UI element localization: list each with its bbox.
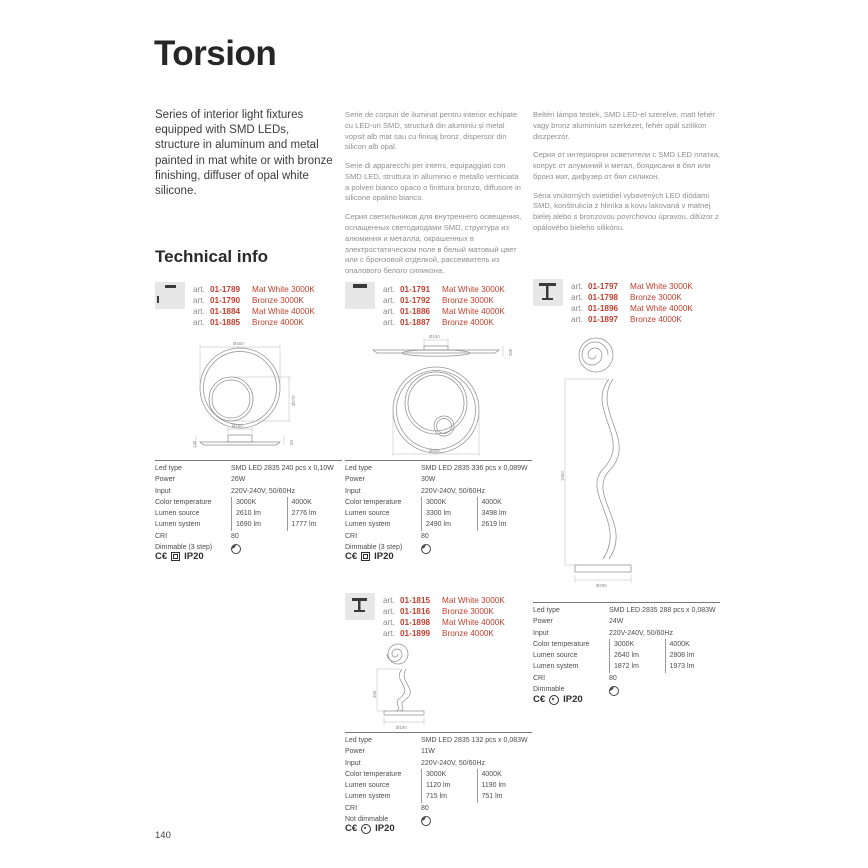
spec-label: Led type xyxy=(345,737,372,744)
spec-value: 4000K xyxy=(477,769,533,780)
art-code: 01-1884 xyxy=(210,307,241,316)
spec-label: Led type xyxy=(345,465,372,472)
spec-value: 3000K xyxy=(421,769,477,780)
certification-marks xyxy=(345,823,395,834)
article-row xyxy=(383,617,505,628)
spec-label: Input xyxy=(345,487,361,495)
description-en: Series of interior light fixtures equipped with SMD LEDs, structure in aluminum and metal painted in mat white or with bronze finishing, diffuser of opal white silicone. xyxy=(155,109,333,197)
article-row xyxy=(193,317,315,328)
spec-row xyxy=(533,650,720,661)
spec-label: Lumen system xyxy=(345,793,391,801)
dimmer-icon xyxy=(421,544,431,554)
spec-row xyxy=(533,673,720,684)
spec-value: 1690 lm xyxy=(231,519,287,530)
spec-value: 715 lm xyxy=(421,791,477,802)
spec-value: 220V-240V, 50/60Hz xyxy=(421,487,485,495)
spec-label: Color temperature xyxy=(155,498,212,506)
spec-row xyxy=(533,616,720,627)
art-finish: Mat White 4000K xyxy=(252,307,315,316)
certification-marks xyxy=(155,551,204,562)
dim-inner-diameter: Ø270 xyxy=(291,395,296,406)
article-row xyxy=(193,284,315,295)
spec-value: 1872 lm xyxy=(609,661,665,672)
art-prefix: art. xyxy=(193,285,205,294)
spec-table xyxy=(533,602,720,696)
art-prefix: art. xyxy=(193,307,205,316)
art-code: 01-1792 xyxy=(400,296,431,305)
art-prefix: art. xyxy=(193,318,205,327)
spec-value: 2619 lm xyxy=(477,519,533,530)
dim-outer-diameter: Ø400 xyxy=(233,341,244,346)
art-finish: Bronze 4000K xyxy=(442,318,494,327)
article-row xyxy=(193,306,315,317)
art-prefix: art. xyxy=(383,596,395,605)
spec-row xyxy=(345,519,532,530)
dim-height: 1500 xyxy=(560,471,565,481)
floor-lamp-thumb-icon xyxy=(533,279,563,306)
spec-value: 1190 lm xyxy=(477,780,533,791)
spec-table xyxy=(155,460,342,554)
ip-rating: IP20 xyxy=(374,551,394,562)
spec-value: 3000K xyxy=(231,497,287,508)
spec-label: Color temperature xyxy=(345,498,402,506)
art-prefix: art. xyxy=(193,296,205,305)
spec-value: 26W xyxy=(231,476,246,484)
spec-row xyxy=(345,486,532,497)
art-prefix: art. xyxy=(383,318,395,327)
spec-row xyxy=(155,508,342,519)
spec-value: 2640 lm xyxy=(609,650,665,661)
product-photo-floor xyxy=(533,279,563,306)
spec-value: SMD LED 2835 240 pcs x 0,10W xyxy=(231,465,334,472)
spec-row xyxy=(155,497,342,508)
spec-value: 751 lm xyxy=(477,791,533,802)
dim-canopy-diameter: Ø150 xyxy=(429,334,440,339)
spec-row xyxy=(345,791,532,802)
art-code: 01-1897 xyxy=(588,315,619,324)
spec-value: SMD LED 2835 336 pcs x 0,089W xyxy=(421,465,528,472)
dim-base-diameter: Ø290 xyxy=(596,583,607,588)
spec-row xyxy=(155,531,342,542)
table-lamp-thumb-icon xyxy=(345,593,375,620)
art-prefix: art. xyxy=(383,307,395,316)
art-code: 01-1887 xyxy=(400,318,431,327)
description-ro: Serie de corpuri de iluminat pentru interior echipate cu LED-uri SMD, structură din aluminiu și metal vopsit alb mat sau cu finisaj bronz, dispersor din silicon alb opal. xyxy=(345,110,518,152)
technical-drawing-table xyxy=(352,641,472,736)
spec-value: 4000K xyxy=(477,497,533,508)
article-row xyxy=(383,628,505,639)
spec-label: Color temperature xyxy=(345,770,402,778)
dim-side-height: 55 xyxy=(289,440,294,445)
spec-row xyxy=(345,803,532,814)
art-prefix: art. xyxy=(383,629,395,638)
art-prefix: art. xyxy=(571,293,583,302)
spec-label: Not dimmable xyxy=(345,816,389,824)
art-code: 01-1797 xyxy=(588,282,619,291)
art-code: 01-1791 xyxy=(400,285,431,294)
spec-label: Input xyxy=(533,629,549,637)
spec-label: Input xyxy=(155,487,171,495)
art-code: 01-1816 xyxy=(400,607,431,616)
spec-row xyxy=(155,486,342,497)
article-row xyxy=(383,595,505,606)
spec-label: CRI xyxy=(155,532,168,540)
art-finish: Mat White 4000K xyxy=(630,304,693,313)
spec-label: Lumen source xyxy=(345,510,390,518)
ring-lamp-thumb-icon xyxy=(155,282,185,309)
spec-value: SMD LED 2835 288 pcs x 0,083W xyxy=(609,607,716,614)
art-finish: Mat White 4000K xyxy=(442,307,505,316)
article-list xyxy=(383,595,505,639)
art-prefix: art. xyxy=(571,304,583,313)
dimmer-icon xyxy=(421,816,431,826)
art-finish: Bronze 3000K xyxy=(252,296,304,305)
spec-value: 3000K xyxy=(421,497,477,508)
art-prefix: art. xyxy=(571,315,583,324)
spec-value: 1777 lm xyxy=(287,519,343,530)
description-column-3 xyxy=(533,110,723,242)
art-prefix: art. xyxy=(383,296,395,305)
ce-mark: C€ xyxy=(345,551,358,562)
spec-value: 1120 lm xyxy=(421,780,477,791)
spec-value: 2610 lm xyxy=(231,508,287,519)
certification-marks xyxy=(533,694,583,705)
spec-label: Power xyxy=(155,476,175,484)
f-mark-icon xyxy=(361,824,371,834)
spec-label: Lumen system xyxy=(345,521,391,529)
product-photo-ring-small xyxy=(155,282,185,309)
spec-label: Color temperature xyxy=(533,640,590,648)
ring-lamp-thumb-icon xyxy=(345,282,375,309)
class-ii-icon xyxy=(171,552,180,561)
article-row xyxy=(571,303,693,314)
article-row xyxy=(383,606,505,617)
art-prefix: art. xyxy=(383,285,395,294)
art-finish: Bronze 3000K xyxy=(630,293,682,302)
spec-row xyxy=(345,463,532,474)
technical-drawing-floor xyxy=(543,333,653,596)
art-finish: Mat White 3000K xyxy=(630,282,693,291)
spec-value: 2490 lm xyxy=(421,519,477,530)
spec-label: Lumen system xyxy=(533,663,579,671)
ip-rating: IP20 xyxy=(563,694,583,705)
description-column-2 xyxy=(345,110,523,285)
spec-label: Dimmable xyxy=(533,686,565,694)
dim-side-height: 200 xyxy=(508,348,513,356)
dim-base-diameter: Ø190 xyxy=(396,725,407,730)
art-finish: Mat White 4000K xyxy=(442,618,505,627)
spec-value: 24W xyxy=(609,618,624,626)
spec-label: CRI xyxy=(533,674,546,682)
art-prefix: art. xyxy=(571,282,583,291)
spec-label: Lumen source xyxy=(533,652,578,660)
dim-side-depth: 140 xyxy=(192,440,197,448)
art-code: 01-1815 xyxy=(400,596,431,605)
spec-label: Dimmable (3 step) xyxy=(345,544,403,552)
spec-row xyxy=(345,531,532,542)
ce-mark: C€ xyxy=(345,823,358,834)
spec-value: 2808 lm xyxy=(665,650,721,661)
art-finish: Bronze 3000K xyxy=(442,607,494,616)
spec-value: 80 xyxy=(231,532,239,540)
product-photo-table xyxy=(345,593,375,620)
technical-drawing-ring-large xyxy=(345,334,530,465)
spec-row xyxy=(155,463,342,474)
art-prefix: art. xyxy=(383,607,395,616)
spec-row xyxy=(345,508,532,519)
spec-label: CRI xyxy=(345,532,358,540)
art-finish: Mat White 3000K xyxy=(442,596,505,605)
dim-canopy-diameter: Ø150 xyxy=(232,423,243,428)
spec-value: 80 xyxy=(421,804,429,812)
description-hu: Beltéri lámpa testek, SMD LED-el szerelve, matt fehér vagy bronz aluminium szerkezet, fehér opál szilikon diszperzór. xyxy=(533,110,715,141)
article-row xyxy=(571,292,693,303)
spec-table xyxy=(345,732,532,826)
spec-row xyxy=(533,605,720,616)
spec-label: Dimmable (3 step) xyxy=(155,544,213,552)
spec-label: Power xyxy=(533,618,553,626)
page-title: Torsion xyxy=(154,34,277,73)
spec-row xyxy=(155,519,342,530)
description-it: Serie di apparecchi per interni, equipaggiati con SMD LED, struttura in alluminio e metallo verniciata a polveri bianco opaco o finittura bronzo, diffusore in silicone opalino bianco. xyxy=(345,161,521,203)
spec-value: 220V-240V, 50/60Hz xyxy=(609,629,673,637)
spec-row xyxy=(155,474,342,485)
f-mark-icon xyxy=(549,695,559,705)
certification-marks xyxy=(345,551,394,562)
art-code: 01-1798 xyxy=(588,293,619,302)
article-list xyxy=(383,284,505,328)
art-finish: Mat White 3000K xyxy=(442,285,505,294)
dim-height: 365 xyxy=(372,690,377,698)
art-finish: Bronze 3000K xyxy=(442,296,494,305)
art-code: 01-1885 xyxy=(210,318,241,327)
spec-label: Power xyxy=(345,476,365,484)
spec-value: 4000K xyxy=(287,497,343,508)
spec-label: Led type xyxy=(155,465,182,472)
spec-row xyxy=(533,639,720,650)
ce-mark: C€ xyxy=(533,694,546,705)
dim-outer-diameter: Ø500 xyxy=(429,448,440,453)
spec-row xyxy=(345,780,532,791)
article-row xyxy=(193,295,315,306)
product-photo-ring-large xyxy=(345,282,375,309)
article-row xyxy=(571,281,693,292)
spec-value: 3300 lm xyxy=(421,508,477,519)
art-finish: Bronze 4000K xyxy=(252,318,304,327)
spec-row xyxy=(345,769,532,780)
article-row xyxy=(383,306,505,317)
ip-rating: IP20 xyxy=(375,823,395,834)
article-list xyxy=(571,281,693,325)
spec-label: Lumen system xyxy=(155,521,201,529)
article-row xyxy=(383,284,505,295)
art-code: 01-1896 xyxy=(588,304,619,313)
spec-value: 2776 lm xyxy=(287,508,343,519)
art-finish: Mat White 3000K xyxy=(252,285,315,294)
article-row xyxy=(383,295,505,306)
art-finish: Bronze 4000K xyxy=(630,315,682,324)
spec-label: CRI xyxy=(345,804,358,812)
spec-value: 30W xyxy=(421,476,436,484)
spec-value: 4000K xyxy=(665,639,721,650)
spec-value: 3498 lm xyxy=(477,508,533,519)
art-code: 01-1789 xyxy=(210,285,241,294)
spec-row xyxy=(345,746,532,757)
spec-value: 11W xyxy=(421,748,435,756)
dimmer-icon xyxy=(231,544,241,554)
article-list xyxy=(193,284,315,328)
ce-mark: C€ xyxy=(155,551,168,562)
technical-drawing-ring-small xyxy=(158,338,326,461)
spec-label: Input xyxy=(345,759,361,767)
spec-value: 80 xyxy=(421,532,429,540)
spec-label: Led type xyxy=(533,607,560,614)
spec-row xyxy=(345,758,532,769)
spec-table xyxy=(345,460,532,554)
technical-info-heading: Technical info xyxy=(155,247,269,266)
ip-rating: IP20 xyxy=(184,551,204,562)
spec-row xyxy=(533,661,720,672)
description-ru: Серия светильников для внутреннего освещения, оснащенных светодиодами SMD, структура из алюминия и металла, окрашенных в электростатическом поле в белый матовый цвет или с бронзовой отделкой, рассеиватель из опалового белого силикона. xyxy=(345,212,522,276)
class-ii-icon xyxy=(361,552,370,561)
page-number: 140 xyxy=(155,830,171,841)
spec-value: 1973 lm xyxy=(665,661,721,672)
spec-label: Lumen source xyxy=(155,510,200,518)
spec-value: 3000K xyxy=(609,639,665,650)
dimmer-icon xyxy=(609,686,619,696)
spec-value: SMD LED 2835 132 pcs x 0,083W xyxy=(421,737,528,744)
art-prefix: art. xyxy=(383,618,395,627)
art-code: 01-1898 xyxy=(400,618,431,627)
art-code: 01-1790 xyxy=(210,296,241,305)
spec-label: Lumen source xyxy=(345,782,390,790)
spec-row xyxy=(345,735,532,746)
spec-row xyxy=(533,628,720,639)
description-bg: Серия от интериорни осветители с SMD LED платка, копрус от алуминий и метал, боядисани в бял или бронз мат, дифузер от бял силикон. xyxy=(533,150,721,181)
article-row xyxy=(383,317,505,328)
art-finish: Bronze 4000K xyxy=(442,629,494,638)
spec-label: Power xyxy=(345,748,365,756)
article-row xyxy=(571,314,693,325)
description-sk: Séria vnútorných svietidiel vybavených LED diódami SMD, konštrukcia z hliníka a kovu lakovaná v matnej bielej alebo s bronzovou povrchovou úpravou, difúzor z opálového bieleho silikónu. xyxy=(533,190,719,233)
art-code: 01-1886 xyxy=(400,307,431,316)
spec-value: 220V-240V, 50/60Hz xyxy=(231,487,295,495)
spec-row xyxy=(345,497,532,508)
spec-value: 220V-240V, 50/60Hz xyxy=(421,759,485,767)
spec-value: 80 xyxy=(609,674,617,682)
spec-row xyxy=(345,474,532,485)
art-code: 01-1899 xyxy=(400,629,431,638)
